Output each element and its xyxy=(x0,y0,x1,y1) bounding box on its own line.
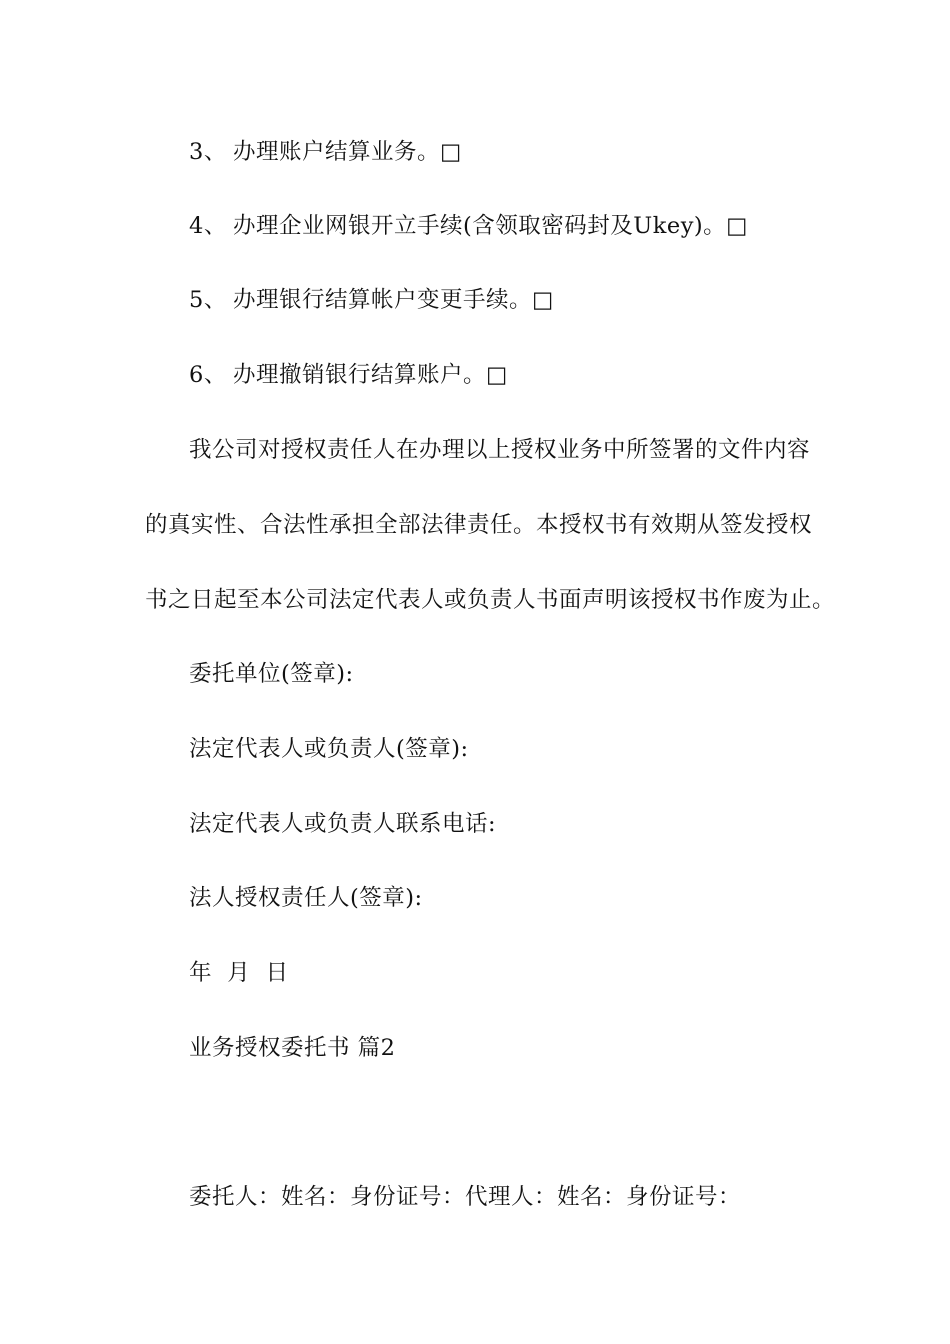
parties-line: 委托人：姓名：身份证号：代理人：姓名：身份证号： xyxy=(189,1184,742,1210)
signature-unit: 委托单位(签章): xyxy=(189,661,354,687)
list-item xyxy=(189,285,554,315)
signature-legal-rep-phone: 法定代表人或负责人联系电话: xyxy=(189,811,497,837)
item-number: 3、 xyxy=(189,139,227,165)
item-number: 6、 xyxy=(189,362,227,388)
paragraph-line-3: 书之日起至本公司法定代表人或负责人书面声明该授权书作废为止。 xyxy=(145,587,836,613)
item-number: 5、 xyxy=(189,287,227,313)
list-item xyxy=(189,360,508,390)
paragraph-line-1: 我公司对授权责任人在办理以上授权业务中所签署的文件内容 xyxy=(189,437,811,463)
item-text: 办理账户结算业务。□ xyxy=(233,139,462,165)
signature-legal-rep: 法定代表人或负责人(签章): xyxy=(189,736,469,762)
signature-date: 年 月 日 xyxy=(189,960,289,986)
list-item xyxy=(189,137,462,167)
item-text: 办理企业网银开立手续(含领取密码封及Ukey)。□ xyxy=(233,213,748,239)
section-heading: 业务授权委托书 篇2 xyxy=(189,1035,396,1061)
item-number: 4、 xyxy=(189,213,227,239)
item-text: 办理撤销银行结算账户。□ xyxy=(233,362,508,388)
signature-authorized-person: 法人授权责任人(签章): xyxy=(189,885,423,911)
list-item xyxy=(189,211,748,241)
paragraph-line-2: 的真实性、合法性承担全部法律责任。本授权书有效期从签发授权 xyxy=(145,512,813,538)
item-text: 办理银行结算帐户变更手续。□ xyxy=(233,287,554,313)
